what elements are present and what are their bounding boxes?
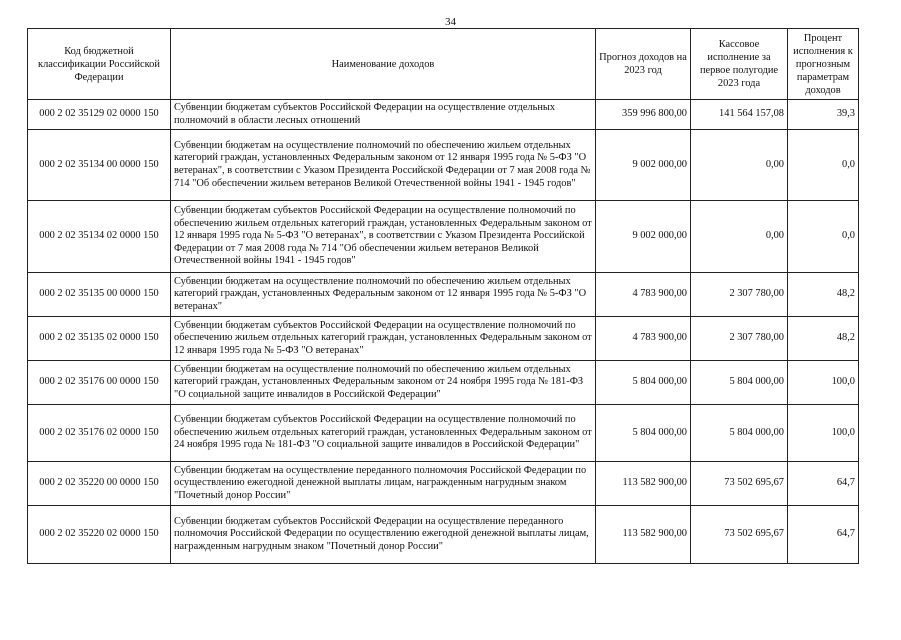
table-row [28,361,859,405]
row-code: 000 2 02 35220 00 0000 150 [28,462,171,506]
row-name: Субвенции бюджетам на осуществление полномочий по обеспечению жильем отдельных категорий граждан, установленных Федеральным законом от 12 января 1995 года № 5-ФЗ "О ветеранах" [171,273,596,317]
row-name: Субвенции бюджетам субъектов Российской Федерации на осуществление полномочий по обеспечению жильем отдельных категорий граждан, установленных Федеральным законом от 24 ноября 1995 года № 181-ФЗ "О социальной защите инвалидов в Российской Федерации" [171,405,596,462]
column-header-forecast: Прогноз доходов на 2023 год [596,29,691,100]
row-name: Субвенции бюджетам субъектов Российской Федерации на осуществление полномочий по обеспечению жильем отдельных категорий граждан, установленных Федеральным законом от 12 января 1995 года № 5-ФЗ "О ветеранах" [171,317,596,361]
table-row [28,506,859,564]
row-code: 000 2 02 35176 02 0000 150 [28,405,171,462]
row-forecast: 4 783 900,00 [596,317,691,361]
row-code: 000 2 02 35134 02 0000 150 [28,201,171,273]
row-percent: 100,0 [788,361,859,405]
row-execution: 5 804 000,00 [691,405,788,462]
row-name: Субвенции бюджетам на осуществление переданного полномочия Российской Федерации по осуществлению ежегодной денежной выплаты лицам, награжденным нагрудным знаком "Почетный донор России" [171,462,596,506]
row-execution: 2 307 780,00 [691,273,788,317]
row-name: Субвенции бюджетам субъектов Российской Федерации на осуществление отдельных полномочий в области лесных отношений [171,100,596,130]
row-execution: 73 502 695,67 [691,462,788,506]
revenue-table [27,28,859,564]
row-percent: 48,2 [788,317,859,361]
row-name: Субвенции бюджетам субъектов Российской Федерации на осуществление полномочий по обеспечению жильем отдельных категорий граждан, установленных Федеральным законом от 12 января 1995 года № 5-ФЗ "О ветеранах", в соответствии с Указом Президента Российской Федерации от 7 мая 2008 года № 714 "Об обеспечении жильем ветеранов Великой Отечественной войны 1941 - 1945 годов" [171,201,596,273]
row-forecast: 5 804 000,00 [596,361,691,405]
row-percent: 0,0 [788,130,859,201]
row-percent: 64,7 [788,462,859,506]
column-header-name: Наименование доходов [171,29,596,100]
row-code: 000 2 02 35129 02 0000 150 [28,100,171,130]
row-forecast: 5 804 000,00 [596,405,691,462]
table-row [28,100,859,130]
row-forecast: 113 582 900,00 [596,506,691,564]
row-code: 000 2 02 35135 02 0000 150 [28,317,171,361]
table-header-row [28,29,859,100]
row-execution: 5 804 000,00 [691,361,788,405]
page-number: 34 [445,16,456,28]
row-code: 000 2 02 35220 02 0000 150 [28,506,171,564]
table-row [28,273,859,317]
column-header-execution: Кассовое исполнение за первое полугодие 2023 года [691,29,788,100]
table-row [28,405,859,462]
column-header-percent: Процент исполнения к прогнозным параметрам доходов [788,29,859,100]
row-percent: 48,2 [788,273,859,317]
row-name: Субвенции бюджетам на осуществление полномочий по обеспечению жильем отдельных категорий граждан, установленных Федеральным законом от 24 ноября 1995 года № 181-ФЗ "О социальной защите инвалидов в Российской Федерации" [171,361,596,405]
row-name: Субвенции бюджетам на осуществление полномочий по обеспечению жильем отдельных категорий граждан, установленных Федеральным законом от 12 января 1995 года № 5-ФЗ "О ветеранах", в соответствии с Указом Президента Российской Федерации от 7 мая 2008 года № 714 "Об обеспечении жильем ветеранов Великой Отечественной войны 1941 - 1945 годов" [171,130,596,201]
row-execution: 2 307 780,00 [691,317,788,361]
table-row [28,317,859,361]
row-execution: 0,00 [691,201,788,273]
row-percent: 64,7 [788,506,859,564]
row-percent: 100,0 [788,405,859,462]
row-execution: 141 564 157,08 [691,100,788,130]
row-execution: 0,00 [691,130,788,201]
table-row [28,201,859,273]
row-code: 000 2 02 35135 00 0000 150 [28,273,171,317]
row-execution: 73 502 695,67 [691,506,788,564]
row-code: 000 2 02 35134 00 0000 150 [28,130,171,201]
row-code: 000 2 02 35176 00 0000 150 [28,361,171,405]
row-name: Субвенции бюджетам субъектов Российской Федерации на осуществление переданного полномочия Российской Федерации по осуществлению ежегодной денежной выплаты лицам, награжденным нагрудным знаком "Почетный донор России" [171,506,596,564]
row-percent: 0,0 [788,201,859,273]
table-row [28,462,859,506]
table-row [28,130,859,201]
row-forecast: 9 002 000,00 [596,201,691,273]
row-forecast: 359 996 800,00 [596,100,691,130]
column-header-code: Код бюджетной классификации Российской Федерации [28,29,171,100]
row-forecast: 4 783 900,00 [596,273,691,317]
row-forecast: 113 582 900,00 [596,462,691,506]
row-percent: 39,3 [788,100,859,130]
row-forecast: 9 002 000,00 [596,130,691,201]
